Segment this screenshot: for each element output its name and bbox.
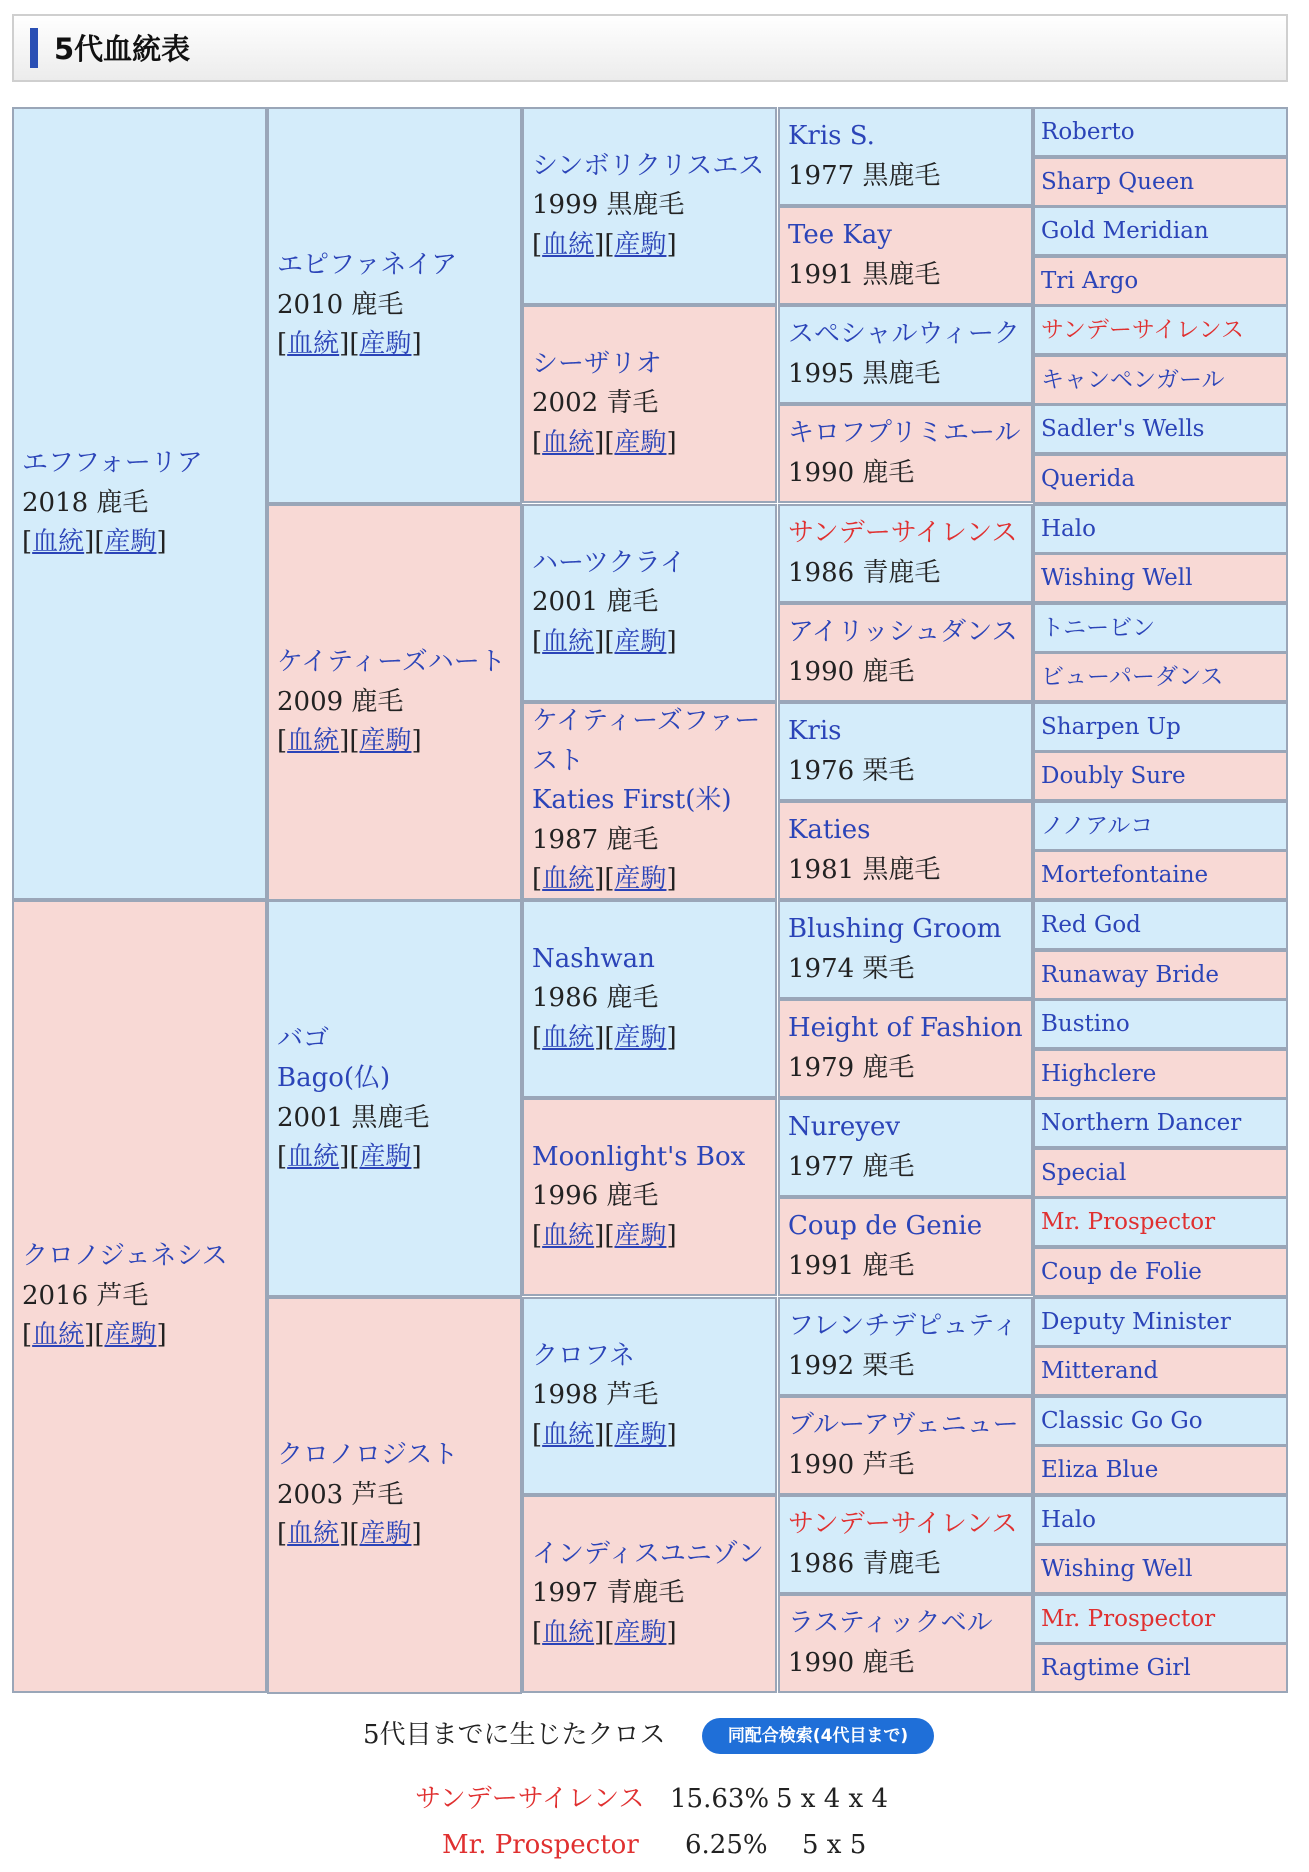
pedigree-link[interactable]: 血統 [287,1142,340,1172]
horse-info: 1976 栗毛 [788,755,915,786]
pedigree-cell-gen5 [1033,157,1288,207]
pedigree-link[interactable]: 血統 [287,329,340,360]
bracket: [ [532,1022,543,1053]
pedigree-cell-gen5 [1033,1049,1288,1099]
pedigree-cell-gen5 [1033,1594,1288,1644]
horse-name-link[interactable]: Coup de Folie [1041,1259,1202,1285]
bracket: ] [411,1519,422,1550]
horse-info: 2016 芦毛 [22,1280,149,1311]
horse-name-link[interactable]: Gold Meridian [1041,218,1209,244]
horse-name-link[interactable]: シンボリクリスエス [532,150,765,181]
horse-info: 2002 青毛 [532,388,659,419]
pedigree-cell-gen2 [267,900,522,1297]
bracket: [ [22,527,33,558]
pedigree-cell-gen5 [1033,1346,1288,1396]
header-accent-bar [30,28,38,68]
horse-alt-name-link[interactable]: Katies First(米) [532,785,732,816]
horse-name-link[interactable]: エピファネイア [277,250,458,281]
horse-info: 1986 青鹿毛 [788,557,941,588]
bracket: [ [277,1142,288,1172]
bracket: ] [666,864,677,895]
pedigree-cell-gen2 [267,107,522,504]
section-title: 5代血統表 [54,32,191,66]
bracket: ] [666,1022,677,1053]
pedigree-cell-gen3 [522,305,777,503]
cross-row [0,1780,1309,1820]
pedigree-cell-gen5 [1033,1445,1288,1495]
horse-name-link[interactable]: ブルーアヴェニュー [788,1410,1019,1440]
pedigree-cell-gen4 [778,702,1033,801]
horse-info: 2010 鹿毛 [277,289,404,320]
horse-name-link[interactable]: キャンペンガール [1041,367,1225,393]
offspring-link[interactable]: 産駒 [614,1220,667,1251]
pedigree-cell-gen2 [267,1297,522,1694]
bracket: [ [532,229,543,260]
pedigree-cell-gen3 [522,1098,777,1296]
horse-name-link[interactable]: クロノロジスト [277,1440,459,1471]
horse-links [277,325,512,365]
offspring-link[interactable]: 産駒 [359,726,412,757]
horse-name-link[interactable]: Coup de Genie [788,1211,983,1241]
bracket: [ [277,726,288,757]
pedigree-link[interactable]: 血統 [542,1617,595,1648]
horse-info: 2003 芦毛 [277,1479,404,1510]
cross-horse-link[interactable]: サンデーサイレンス [415,1784,645,1814]
pedigree-cell-gen2 [267,504,522,901]
pedigree-cell-gen3 [522,107,777,305]
horse-name-link[interactable]: Wishing Well [1041,1556,1193,1582]
pedigree-cell-gen5 [1033,603,1288,653]
pedigree-cell-gen5 [1033,751,1288,801]
pedigree-cell-gen5 [1033,107,1288,157]
cross-section-title: 5代目までに生じたクロス [363,1720,666,1750]
bracket: ] [666,229,677,260]
pedigree-cell-gen5 [1033,1197,1288,1247]
pedigree-cell-gen5 [1033,999,1288,1049]
bracket: [ [532,1617,543,1648]
horse-links [532,1416,767,1456]
offspring-link[interactable]: 産駒 [614,427,667,458]
pedigree-table [12,107,1288,1693]
horse-links [277,722,512,762]
horse-name-link[interactable]: インディスユニゾン [532,1538,764,1569]
horse-links [532,1614,767,1654]
horse-name-link[interactable]: ラスティックベル [788,1608,993,1638]
offspring-link[interactable]: 産駒 [614,626,667,657]
bracket: ] [156,1320,167,1351]
horse-name-link[interactable]: Nashwan [532,943,655,974]
horse-name-link[interactable]: Eliza Blue [1041,1457,1159,1483]
bracket: ] [666,626,677,657]
pedigree-cell-gen4 [778,801,1033,900]
offspring-link[interactable]: 産駒 [359,1519,412,1550]
bracket: ][ [594,1419,615,1450]
bracket: ][ [339,1519,360,1550]
horse-name-link[interactable]: ノノアルコ [1041,813,1154,839]
cross-percent: 15.63% [670,1784,770,1814]
horse-name-link[interactable]: Sharpen Up [1041,714,1181,740]
horse-info: 1974 栗毛 [788,953,915,984]
horse-info: 1987 鹿毛 [532,824,659,855]
pedigree-link[interactable]: 血統 [542,229,595,260]
offspring-link[interactable]: 産駒 [104,1320,157,1351]
bracket: ][ [594,864,615,895]
pedigree-cell-gen3 [522,702,777,900]
pedigree-cell-gen4 [778,1098,1033,1197]
horse-name-link[interactable]: クロノジェネシス [22,1241,228,1272]
horse-links [532,1019,767,1059]
horse-name-link[interactable]: Tee Kay [788,220,892,250]
horse-name-link[interactable]: ケイティーズファースト [532,706,761,776]
bracket: ][ [339,1142,360,1172]
pedigree-cell-gen5 [1033,1098,1288,1148]
horse-info: 1998 芦毛 [532,1380,659,1411]
bracket: [ [532,864,543,895]
bracket: ] [666,1617,677,1648]
bracket: ][ [594,229,615,260]
bracket: ][ [594,1220,615,1251]
pedigree-cell-gen5 [1033,1148,1288,1198]
pedigree-link[interactable]: 血統 [542,864,595,895]
bracket: ] [666,427,677,458]
pedigree-link[interactable]: 血統 [542,1022,595,1053]
pedigree-cell-gen5 [1033,1396,1288,1446]
pedigree-cell-gen4 [778,1297,1033,1396]
pedigree-cell-gen5 [1033,454,1288,504]
horse-info: 1990 芦毛 [788,1449,915,1480]
horse-links [22,1316,257,1356]
pedigree-cell-gen5 [1033,1297,1288,1347]
bracket: ] [411,329,422,360]
horse-links [277,1138,512,1178]
horse-name-link[interactable]: Tri Argo [1041,268,1139,294]
horse-name-link[interactable]: クロフネ [532,1340,635,1371]
pedigree-link[interactable]: 血統 [542,1419,595,1450]
pedigree-link[interactable]: 血統 [32,1320,85,1351]
pedigree-cell-gen5 [1033,1643,1288,1693]
pedigree-cell-gen3 [522,504,777,702]
horse-name-link[interactable]: Kris S. [788,121,875,151]
horse-links [532,623,767,663]
horse-links [532,226,767,266]
horse-name-link[interactable]: Highclere [1041,1061,1157,1087]
pedigree-link[interactable]: 血統 [287,1519,340,1550]
horse-name-link[interactable]: Moonlight's Box [532,1141,746,1172]
horse-info: 1990 鹿毛 [788,656,915,687]
pedigree-cell-gen4 [778,504,1033,603]
cross-pattern: 5 x 5 [802,1830,867,1860]
bracket: ] [666,1220,677,1251]
bracket: ][ [339,726,360,757]
pedigree-cell-gen5 [1033,553,1288,603]
horse-info: 2018 鹿毛 [22,487,149,518]
offspring-link[interactable]: 産駒 [614,1617,667,1648]
horse-name-link[interactable]: シーザリオ [532,348,662,379]
horse-name-link[interactable]: Sadler's Wells [1041,416,1205,442]
cross-row [0,1826,1309,1866]
horse-info: 1991 黒鹿毛 [788,259,941,290]
horse-name-link[interactable]: ハーツクライ [532,547,686,578]
horse-name-link[interactable]: Mortefontaine [1041,862,1209,888]
same-mating-search-button[interactable]: 同配合検索(4代目まで) [702,1718,934,1754]
horse-info: 1986 鹿毛 [532,983,659,1014]
bracket: ][ [84,527,105,558]
pedigree-cell-gen3 [522,1495,777,1693]
offspring-link[interactable]: 産駒 [614,1022,667,1053]
horse-info: 1990 鹿毛 [788,457,915,488]
horse-name-link[interactable]: アイリッシュダンス [788,617,1018,647]
offspring-link[interactable]: 産駒 [104,527,157,558]
pedigree-cell-gen5 [1033,305,1288,355]
horse-info: 1996 鹿毛 [532,1181,659,1212]
horse-name-link[interactable]: Runaway Bride [1041,962,1219,988]
horse-info: 2001 鹿毛 [532,587,659,618]
pedigree-cell-gen4 [778,1396,1033,1495]
horse-name-link[interactable]: Halo [1041,516,1096,542]
horse-name-link[interactable]: サンデーサイレンス [788,1509,1018,1539]
offspring-link[interactable]: 産駒 [359,329,412,360]
horse-info: 1977 鹿毛 [788,1151,915,1182]
horse-name-link[interactable]: Querida [1041,466,1136,492]
horse-info: 1999 黒鹿毛 [532,190,685,221]
bracket: [ [22,1320,33,1351]
horse-info: 1997 青鹿毛 [532,1578,685,1609]
offspring-link[interactable]: 産駒 [614,864,667,895]
horse-info: 1977 黒鹿毛 [788,160,941,191]
bracket: [ [532,626,543,657]
horse-alt-name-link[interactable]: Bago(仏) [277,1063,391,1093]
horse-name-link[interactable]: Kris [788,716,842,746]
horse-name-link[interactable]: サンデーサイレンス [1041,317,1244,343]
horse-name-link[interactable]: Bustino [1041,1011,1130,1037]
pedigree-cell-gen1 [12,107,267,900]
horse-name-link[interactable]: エフフォーリア [22,448,203,479]
pedigree-link[interactable]: 血統 [542,1220,595,1251]
bracket: ][ [339,329,360,360]
pedigree-cell-gen5 [1033,702,1288,752]
horse-info: 1995 黒鹿毛 [788,358,941,389]
pedigree-link[interactable]: 血統 [542,427,595,458]
pedigree-cell-gen4 [778,206,1033,305]
horse-links [532,1217,767,1257]
horse-name-link[interactable]: Sharp Queen [1041,169,1195,195]
pedigree-link[interactable]: 血統 [287,726,340,757]
pedigree-cell-gen1 [12,900,267,1693]
pedigree-cell-gen3 [522,900,777,1098]
bracket: [ [532,1220,543,1251]
pedigree-cell-gen4 [778,404,1033,503]
pedigree-cell-gen3 [522,1297,777,1495]
bracket: [ [277,329,288,360]
horse-name-link[interactable]: Wishing Well [1041,565,1193,591]
pedigree-cell-gen4 [778,1495,1033,1594]
horse-name-link[interactable]: Katies [788,815,871,845]
bracket: ] [156,527,167,558]
bracket: ] [411,1142,422,1172]
pedigree-cell-gen5 [1033,900,1288,950]
pedigree-cell-gen4 [778,900,1033,999]
bracket: ][ [594,1617,615,1648]
pedigree-cell-gen5 [1033,404,1288,454]
horse-name-link[interactable]: バゴ [277,1023,330,1054]
pedigree-cell-gen4 [778,1594,1033,1693]
horse-links [277,1515,512,1555]
offspring-link[interactable]: 産駒 [359,1142,412,1172]
horse-name-link[interactable]: Ragtime Girl [1041,1655,1191,1681]
horse-name-link[interactable]: サンデーサイレンス [788,518,1018,548]
bracket: ][ [84,1320,105,1351]
horse-info: 1986 青鹿毛 [788,1548,941,1579]
offspring-link[interactable]: 産駒 [614,229,667,260]
horse-name-link[interactable]: Mr. Prospector [1041,1209,1216,1235]
pedigree-cell-gen4 [778,1197,1033,1296]
pedigree-link[interactable]: 血統 [32,527,85,558]
horse-info: 1991 鹿毛 [788,1250,915,1281]
horse-name-link[interactable]: Deputy Minister [1041,1309,1231,1335]
horse-info: 2009 鹿毛 [277,686,404,717]
horse-name-link[interactable]: トニービン [1041,615,1156,641]
horse-name-link[interactable]: スペシャルウィーク [788,319,1020,349]
horse-info: 2001 黒鹿毛 [277,1102,430,1133]
pedigree-cell-gen5 [1033,504,1288,554]
horse-name-link[interactable]: Roberto [1041,119,1135,145]
horse-name-link[interactable]: Classic Go Go [1041,1408,1203,1434]
horse-info: 1990 鹿毛 [788,1647,915,1678]
bracket: ][ [594,626,615,657]
horse-links [532,424,767,464]
horse-info: 1979 鹿毛 [788,1052,915,1083]
cross-pattern: 5 x 4 x 4 [776,1784,889,1814]
pedigree-cell-gen5 [1033,256,1288,306]
horse-name-link[interactable]: Nureyev [788,1112,901,1142]
bracket: [ [532,1419,543,1450]
horse-name-link[interactable]: Red God [1041,912,1141,938]
pedigree-cell-gen5 [1033,355,1288,405]
pedigree-cell-gen5 [1033,950,1288,1000]
pedigree-cell-gen4 [778,603,1033,702]
horse-name-link[interactable]: Doubly Sure [1041,763,1186,789]
horse-name-link[interactable]: キロフプリミエール [788,418,1021,448]
horse-name-link[interactable]: Halo [1041,1507,1096,1533]
pedigree-cell-gen5 [1033,850,1288,900]
bracket: ] [666,1419,677,1450]
horse-info: 1981 黒鹿毛 [788,854,941,885]
horse-name-link[interactable]: Special [1041,1160,1127,1186]
bracket: ][ [594,427,615,458]
pedigree-cell-gen5 [1033,1544,1288,1594]
pedigree-cell-gen5 [1033,1495,1288,1545]
horse-name-link[interactable]: ビューパーダンス [1041,664,1224,690]
offspring-link[interactable]: 産駒 [614,1419,667,1450]
bracket: [ [532,427,543,458]
pedigree-cell-gen5 [1033,801,1288,851]
horse-links [22,523,257,563]
horse-name-link[interactable]: フレンチデピュティ [788,1311,1019,1341]
pedigree-cell-gen5 [1033,652,1288,702]
pedigree-cell-gen4 [778,305,1033,404]
horse-name-link[interactable]: Height of Fashion [788,1013,1023,1043]
horse-name-link[interactable]: ケイティーズハート [277,647,506,678]
bracket: ] [411,726,422,757]
pedigree-cell-gen5 [1033,1247,1288,1297]
bracket: ][ [594,1022,615,1053]
pedigree-cell-gen4 [778,999,1033,1098]
horse-name-link[interactable]: Mitterand [1041,1358,1159,1384]
pedigree-link[interactable]: 血統 [542,626,595,657]
horse-info: 1992 栗毛 [788,1350,915,1381]
horse-name-link[interactable]: Blushing Groom [788,914,1002,944]
cross-horse-link[interactable]: Mr. Prospector [442,1830,639,1860]
pedigree-cell-gen5 [1033,206,1288,256]
section-header [12,14,1288,82]
horse-name-link[interactable]: Mr. Prospector [1041,1606,1216,1632]
horse-name-link[interactable]: Northern Dancer [1041,1110,1242,1136]
cross-percent: 6.25% [685,1830,768,1860]
bracket: [ [277,1519,288,1550]
horse-links [532,860,767,900]
pedigree-cell-gen4 [778,107,1033,206]
